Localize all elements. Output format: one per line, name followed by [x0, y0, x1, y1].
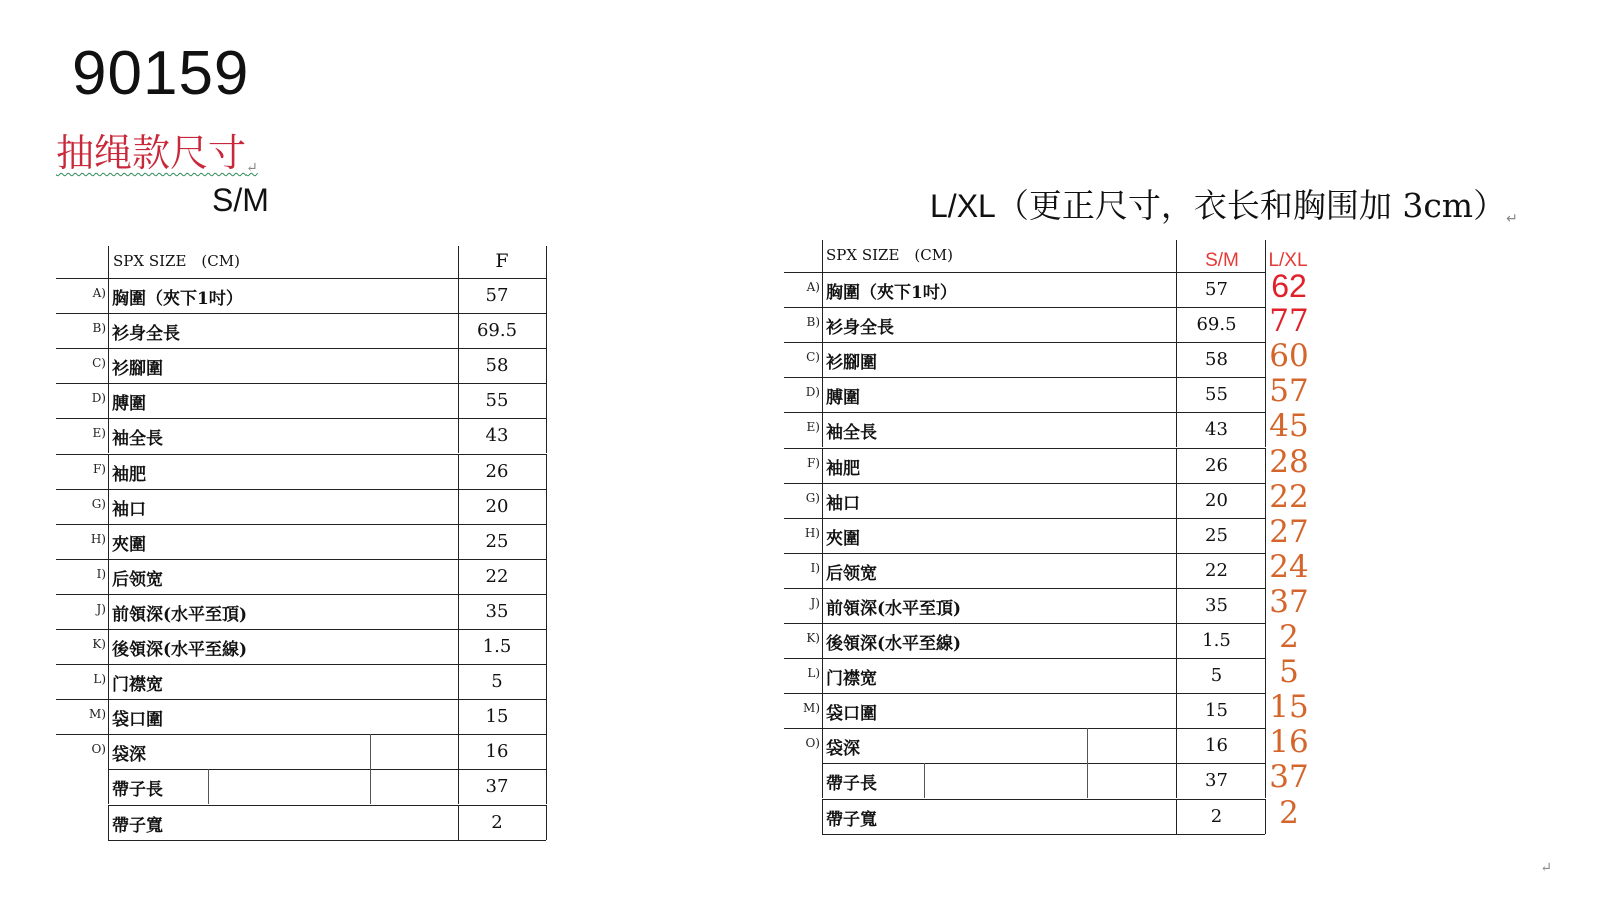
row-name: 帶子寬: [112, 815, 163, 836]
table-vline: [1176, 693, 1177, 728]
row-value-lxl: 62: [1271, 268, 1307, 304]
table-hline: [784, 412, 1265, 413]
table-header-label: SPX SIZE (CM): [826, 246, 953, 264]
table-vline: [1265, 307, 1266, 342]
table-vline: [1265, 377, 1266, 412]
row-name: 袖口: [826, 493, 860, 514]
table-vline: [1265, 763, 1266, 798]
row-name: 袋深: [826, 739, 860, 760]
table-header-size: F: [495, 250, 509, 272]
row-value-lxl: 2: [1279, 619, 1299, 655]
row-value: 58: [485, 355, 509, 377]
table-header-lxl: L/XL: [1268, 250, 1308, 271]
row-letter: D): [805, 385, 820, 400]
row-name: 门襟宽: [826, 669, 877, 690]
row-letter: B): [92, 321, 106, 336]
table-vline: [822, 483, 823, 518]
row-letter: O): [91, 742, 106, 757]
table-vline: [822, 763, 823, 798]
row-value-lxl: 77: [1269, 303, 1309, 340]
row-value-lxl: 28: [1269, 443, 1309, 480]
row-letter: F): [806, 455, 820, 470]
row-letter: B): [806, 315, 820, 330]
row-value-lxl: 24: [1269, 548, 1309, 585]
row-value: 35: [485, 600, 509, 622]
table-vline: [822, 588, 823, 623]
row-value: 69.5: [476, 320, 518, 342]
table-vline: [822, 623, 823, 658]
row-name: 衫身全長: [112, 324, 180, 345]
row-letter: H): [804, 525, 820, 540]
row-value: 26: [485, 460, 509, 482]
row-letter: G): [805, 490, 820, 505]
table-vline: [1176, 412, 1177, 447]
table-vline: [1176, 342, 1177, 377]
table-vline: [1176, 272, 1177, 307]
table-hline: [784, 553, 1265, 554]
table-vline: [1087, 763, 1088, 798]
row-value-sm: 15: [1205, 700, 1228, 722]
product-code: 90159: [72, 39, 250, 108]
style-title: 抽绳款尺寸↵: [56, 131, 258, 176]
row-value-sm: 5: [1210, 665, 1223, 687]
row-name: 胸圍（夾下1吋）: [112, 289, 243, 309]
table-vline: [822, 377, 823, 412]
size-label-sm: S/M: [212, 182, 269, 218]
row-letter: J): [96, 601, 106, 616]
table-vline: [822, 553, 823, 588]
table-hline: [784, 693, 1265, 694]
row-name: 帶子寬: [826, 809, 877, 830]
row-value: 20: [485, 495, 509, 517]
row-value: 1.5: [482, 636, 512, 657]
table-vline: [1265, 728, 1266, 763]
table-hline: [822, 834, 1265, 835]
table-vline: [1265, 240, 1266, 272]
table-hline: [784, 518, 1265, 519]
row-name: 胸圍（夾下1吋）: [826, 283, 957, 303]
row-letter: F): [92, 461, 106, 476]
table-hline: [784, 342, 1265, 343]
row-value: 2: [491, 811, 503, 833]
table-vline: [1176, 763, 1177, 798]
table-hline: [784, 307, 1265, 308]
row-letter: M): [89, 707, 106, 722]
table-vline: [1265, 412, 1266, 447]
row-name: 衫身全長: [826, 318, 894, 339]
table-vline: [822, 272, 823, 307]
table-vline: [1176, 553, 1177, 588]
row-letter: A): [806, 280, 820, 294]
table-vline: [1176, 240, 1177, 272]
table-vline: [822, 518, 823, 553]
table-hline: [784, 623, 1265, 624]
table-vline: [1265, 553, 1266, 588]
table-hline: [784, 728, 1265, 729]
row-name: 夾圍: [826, 528, 860, 549]
row-name: 后领宽: [826, 563, 877, 584]
table-vline: [822, 412, 823, 447]
table-vline: [822, 240, 823, 272]
table-vline: [1265, 272, 1266, 307]
row-name: 前領深(水平至頂): [826, 598, 962, 619]
row-value-lxl: 16: [1269, 724, 1309, 761]
row-name: 帶子長: [826, 774, 877, 795]
table-vline: [1176, 448, 1177, 483]
row-letter: E): [92, 426, 106, 441]
row-value: 57: [485, 285, 509, 306]
row-value-lxl: 37: [1269, 759, 1309, 796]
table-hline: [784, 658, 1265, 659]
table-vline: [1176, 799, 1177, 834]
table-hline: [822, 799, 1265, 800]
paragraph-mark: ↵: [1540, 860, 1552, 876]
table-vline: [822, 342, 823, 377]
row-name: 衫腳圍: [826, 353, 877, 374]
size-label-lxl-prefix: L/XL: [930, 188, 996, 224]
row-value-sm: 2: [1210, 805, 1223, 827]
table-vline: [822, 658, 823, 693]
table-header-label: SPX SIZE (CM): [113, 252, 240, 270]
table-vline: [1265, 483, 1266, 518]
table-hline: [784, 448, 1265, 449]
row-name: 後領深(水平至線): [826, 634, 962, 654]
size-label-lxl: L/XL（更正尺寸，衣长和胸围加 3cm）↵: [930, 186, 1518, 226]
row-name: 膊圍: [112, 394, 146, 415]
row-letter: D): [91, 391, 106, 406]
row-name: 袖全長: [112, 429, 163, 450]
row-letter: M): [803, 701, 820, 716]
table-hline: [784, 272, 1265, 273]
table-vline: [1176, 518, 1177, 553]
row-name: 後領深(水平至線): [112, 640, 248, 660]
table-vline: [1176, 307, 1177, 342]
row-letter: A): [92, 286, 106, 300]
row-value-sm: 20: [1205, 489, 1228, 511]
row-name: 后领宽: [112, 569, 163, 590]
row-name: 袖肥: [826, 458, 860, 479]
row-value-sm: 35: [1205, 594, 1228, 616]
row-name: 袋深: [112, 745, 146, 766]
row-letter: L): [807, 666, 820, 681]
row-value-sm: 57: [1205, 279, 1228, 300]
row-value-sm: 25: [1205, 524, 1228, 546]
table-vline: [1176, 588, 1177, 623]
row-value-sm: 26: [1205, 454, 1228, 476]
row-letter: L): [93, 672, 106, 687]
row-value-lxl: 5: [1279, 654, 1299, 691]
row-letter: I): [810, 560, 820, 575]
row-value: 25: [485, 530, 509, 552]
row-letter: K): [92, 637, 106, 651]
table-vline: [1176, 483, 1177, 518]
table-vline: [1265, 342, 1266, 377]
row-value-sm: 43: [1205, 419, 1228, 441]
row-value-lxl: 37: [1269, 583, 1309, 620]
row-letter: K): [806, 631, 820, 645]
row-name: 袖口: [112, 499, 146, 520]
table-hline: [784, 483, 1265, 484]
row-value-lxl: 15: [1269, 689, 1309, 726]
row-letter: J): [810, 595, 820, 610]
table-vline: [822, 799, 823, 834]
row-value-lxl: 45: [1269, 408, 1309, 445]
row-name: 门襟宽: [112, 675, 163, 696]
row-value-lxl: 60: [1269, 338, 1309, 375]
row-value-lxl: 2: [1279, 794, 1299, 831]
row-value-sm: 22: [1205, 559, 1228, 581]
table-vline: [1265, 448, 1266, 483]
row-name: 袋口圍: [826, 704, 877, 725]
row-name: 帶子長: [112, 780, 163, 801]
row-value-sm: 16: [1205, 735, 1228, 757]
row-letter: H): [90, 531, 106, 546]
table-hline: [784, 377, 1265, 378]
row-value: 16: [485, 741, 509, 763]
table-vline: [1176, 377, 1177, 412]
row-name: 袖肥: [112, 464, 146, 485]
row-name: 夾圍: [112, 534, 146, 555]
row-value: 43: [485, 425, 509, 447]
table-hline: [822, 763, 1265, 764]
row-value-sm: 58: [1205, 349, 1228, 371]
row-name: 袋口圍: [112, 710, 163, 731]
table-vline: [1265, 658, 1266, 693]
row-value: 22: [485, 565, 509, 587]
row-value-sm: 37: [1205, 770, 1228, 792]
row-value-lxl: 27: [1269, 513, 1309, 550]
table-header-sm: S/M: [1205, 250, 1239, 271]
table-vline: [1265, 693, 1266, 728]
row-name: 膊圍: [826, 388, 860, 409]
table-vline: [1176, 728, 1177, 763]
table-vline: [1265, 588, 1266, 623]
table-vline: [822, 728, 823, 763]
row-value: 5: [491, 671, 503, 693]
row-name: 袖全長: [826, 423, 877, 444]
row-letter: C): [806, 350, 820, 365]
row-value-sm: 69.5: [1196, 314, 1237, 336]
table-vline: [822, 693, 823, 728]
table-vline: [1265, 623, 1266, 658]
table-vline: [1265, 799, 1266, 834]
row-letter: E): [806, 420, 820, 435]
row-value-lxl: 57: [1269, 373, 1309, 410]
table-vline: [1176, 658, 1177, 693]
table-hline: [784, 588, 1265, 589]
row-letter: G): [91, 496, 106, 511]
row-value-sm: 55: [1205, 384, 1228, 406]
table-vline: [1087, 728, 1088, 763]
table-vline: [1265, 518, 1266, 553]
row-letter: O): [805, 736, 820, 751]
table-vline: [924, 763, 925, 798]
table-vline: [822, 307, 823, 342]
row-value: 55: [485, 390, 509, 412]
row-value: 15: [485, 706, 509, 728]
table-vline: [822, 448, 823, 483]
row-value-sm: 1.5: [1202, 630, 1231, 651]
row-value-lxl: 22: [1269, 478, 1309, 515]
row-letter: I): [96, 566, 106, 581]
row-name: 前領深(水平至頂): [112, 604, 248, 625]
size-label-lxl-note: （更正尺寸，衣长和胸围加 3cm）: [995, 186, 1507, 225]
table-vline: [1176, 623, 1177, 658]
row-letter: C): [92, 356, 106, 371]
row-name: 衫腳圍: [112, 359, 163, 380]
row-value: 37: [485, 776, 509, 798]
